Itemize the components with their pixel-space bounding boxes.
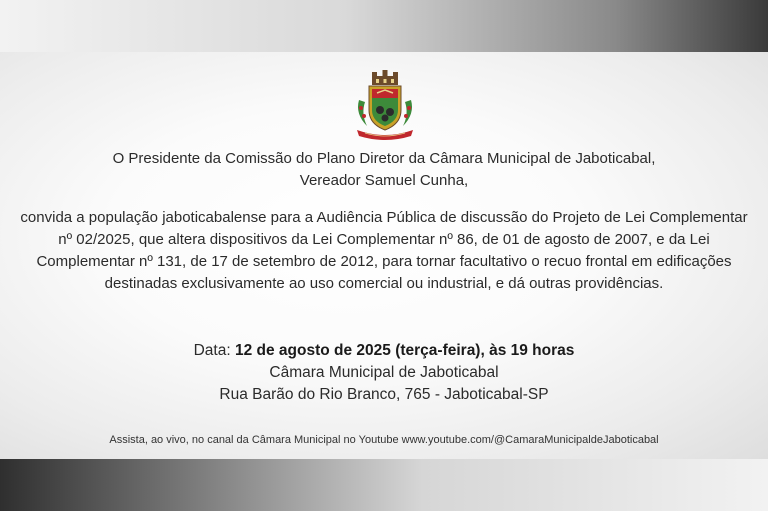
municipal-coat-of-arms-icon bbox=[345, 70, 425, 142]
event-info bbox=[20, 340, 748, 406]
top-gradient-band bbox=[0, 0, 768, 52]
invitation-paragraph: convida a população jaboticabalense para a Audiência Pública de discussão do Projeto de Lei Complementar nº 02/2025, que altera dispositivos da Lei Complementar nº 86, de 01 de agosto de 2007, e da Lei Complementar nº 131, de 17 de setembro de 2012, para tornar facultativo o recuo frontal em edificações destinadas exclusivamente ao uso comercial ou industrial, e dá outras providências. bbox=[20, 209, 748, 292]
header-line-1: O Presidente da Comissão do Plano Diretor da Câmara Municipal de Jaboticabal, bbox=[112, 150, 656, 167]
youtube-note: Assista, ao vivo, no canal da Câmara Municipal no Youtube www.youtube.com/@CamaraMunicipaldeJaboticabal bbox=[109, 434, 659, 446]
header-paragraph bbox=[20, 148, 748, 192]
header-line-2: Vereador Samuel Cunha, bbox=[299, 172, 469, 189]
bottom-gradient-band bbox=[0, 459, 768, 511]
event-date-line bbox=[20, 340, 748, 362]
event-venue: Câmara Municipal de Jaboticabal bbox=[269, 364, 499, 381]
event-address: Rua Barão do Rio Branco, 765 - Jaboticabal-SP bbox=[219, 386, 549, 403]
event-date-value: 12 de agosto de 2025 (terça-feira), às 19 horas bbox=[234, 342, 575, 359]
event-date-label: Data: bbox=[193, 342, 235, 359]
